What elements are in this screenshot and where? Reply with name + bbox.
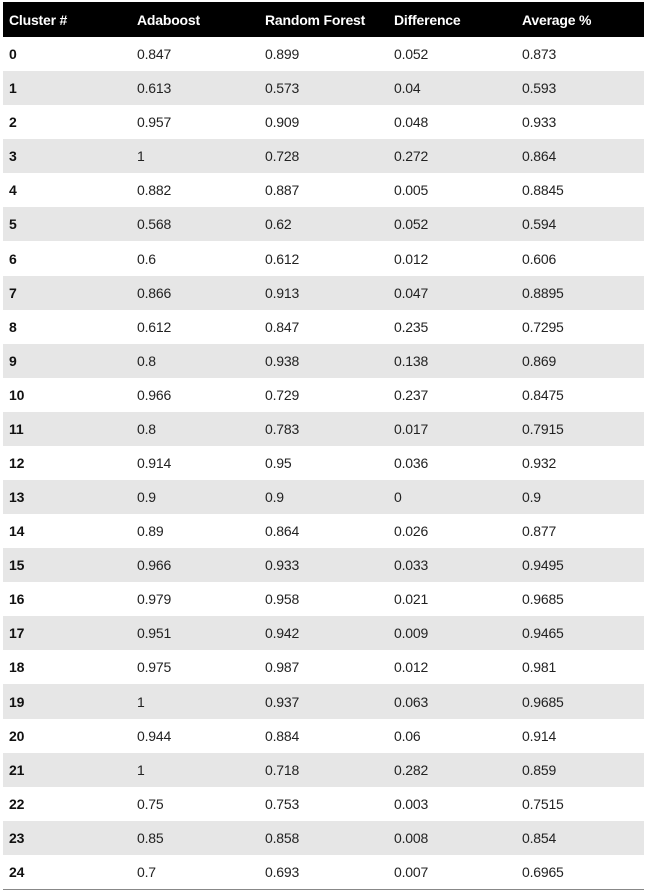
header-average: Average % (522, 11, 592, 28)
cell-cluster: 6 (9, 250, 17, 267)
table-row (3, 105, 644, 139)
table-row (3, 446, 644, 480)
cell-difference: 0.012 (394, 659, 429, 676)
cell-difference: 0.052 (394, 216, 429, 233)
cell-cluster: 20 (9, 727, 25, 744)
cell-average: 0.9465 (522, 625, 564, 642)
cell-random-forest: 0.909 (265, 114, 300, 131)
cell-random-forest: 0.858 (265, 829, 300, 846)
cell-random-forest: 0.729 (265, 386, 300, 403)
cell-cluster: 17 (9, 625, 25, 642)
cell-random-forest: 0.728 (265, 148, 300, 165)
cell-difference: 0 (394, 489, 402, 506)
cell-difference: 0.021 (394, 591, 429, 608)
bottom-rule (3, 889, 644, 890)
cell-random-forest: 0.573 (265, 80, 300, 97)
cell-average: 0.7915 (522, 420, 564, 437)
cell-random-forest: 0.884 (265, 727, 300, 744)
cell-cluster: 21 (9, 761, 25, 778)
table-row (3, 548, 644, 582)
cell-adaboost: 1 (137, 761, 145, 778)
cell-random-forest: 0.899 (265, 46, 300, 63)
cell-cluster: 24 (9, 863, 25, 880)
cell-random-forest: 0.864 (265, 523, 300, 540)
cell-adaboost: 0.8 (137, 420, 156, 437)
table-row (3, 412, 644, 446)
table-row (3, 173, 644, 207)
cell-adaboost: 0.847 (137, 46, 172, 63)
header-difference: Difference (394, 11, 461, 28)
table-row (3, 37, 644, 71)
cell-cluster: 7 (9, 284, 17, 301)
cell-adaboost: 0.75 (137, 795, 164, 812)
cell-adaboost: 0.9 (137, 489, 156, 506)
cell-adaboost: 0.979 (137, 591, 172, 608)
cell-average: 0.877 (522, 523, 557, 540)
cell-adaboost: 0.85 (137, 829, 164, 846)
table-row (3, 684, 644, 718)
cell-average: 0.873 (522, 46, 557, 63)
cell-cluster: 16 (9, 591, 25, 608)
cell-difference: 0.063 (394, 693, 429, 710)
cell-difference: 0.012 (394, 250, 429, 267)
header-adaboost: Adaboost (137, 11, 200, 28)
cell-adaboost: 0.914 (137, 454, 172, 471)
cell-average: 0.8475 (522, 386, 564, 403)
cell-adaboost: 0.568 (137, 216, 172, 233)
cell-random-forest: 0.693 (265, 863, 300, 880)
table-row (3, 480, 644, 514)
cell-cluster: 15 (9, 557, 25, 574)
cell-difference: 0.026 (394, 523, 429, 540)
table-row (3, 514, 644, 548)
header-row (3, 2, 644, 37)
cell-average: 0.9495 (522, 557, 564, 574)
cell-cluster: 1 (9, 80, 17, 97)
cell-average: 0.9685 (522, 693, 564, 710)
cell-average: 0.9 (522, 489, 541, 506)
table-row (3, 241, 644, 275)
cell-average: 0.9685 (522, 591, 564, 608)
cell-adaboost: 0.882 (137, 182, 172, 199)
cell-random-forest: 0.783 (265, 420, 300, 437)
cell-cluster: 12 (9, 454, 25, 471)
table-row (3, 650, 644, 684)
cell-adaboost: 0.966 (137, 557, 172, 574)
cell-random-forest: 0.847 (265, 318, 300, 335)
table-row (3, 616, 644, 650)
cell-adaboost: 0.975 (137, 659, 172, 676)
cell-cluster: 5 (9, 216, 17, 233)
cell-average: 0.594 (522, 216, 557, 233)
cell-cluster: 22 (9, 795, 25, 812)
cell-difference: 0.047 (394, 284, 429, 301)
cell-cluster: 14 (9, 523, 25, 540)
cell-cluster: 4 (9, 182, 17, 199)
table-row (3, 344, 644, 378)
table-row (3, 753, 644, 787)
cell-average: 0.606 (522, 250, 557, 267)
cell-difference: 0.036 (394, 454, 429, 471)
cell-difference: 0.237 (394, 386, 429, 403)
table-row (3, 310, 644, 344)
cell-adaboost: 0.951 (137, 625, 172, 642)
cell-random-forest: 0.612 (265, 250, 300, 267)
cell-cluster: 0 (9, 46, 17, 63)
cell-adaboost: 1 (137, 148, 145, 165)
header-cluster: Cluster # (9, 11, 68, 28)
table-row (3, 582, 644, 616)
cell-average: 0.8845 (522, 182, 564, 199)
cell-difference: 0.272 (394, 148, 429, 165)
cell-cluster: 11 (9, 420, 24, 437)
cell-adaboost: 0.944 (137, 727, 172, 744)
results-table (3, 2, 644, 889)
cell-average: 0.869 (522, 352, 557, 369)
table-row (3, 787, 644, 821)
cell-random-forest: 0.9 (265, 489, 284, 506)
cell-adaboost: 0.89 (137, 523, 164, 540)
cell-cluster: 10 (9, 386, 25, 403)
table-row (3, 821, 644, 855)
cell-average: 0.8895 (522, 284, 564, 301)
cell-cluster: 13 (9, 489, 25, 506)
cell-random-forest: 0.987 (265, 659, 300, 676)
cell-difference: 0.033 (394, 557, 429, 574)
cell-average: 0.864 (522, 148, 557, 165)
cell-difference: 0.017 (394, 420, 429, 437)
cell-adaboost: 0.8 (137, 352, 156, 369)
cell-random-forest: 0.913 (265, 284, 300, 301)
cell-difference: 0.052 (394, 46, 429, 63)
cell-difference: 0.04 (394, 80, 421, 97)
table-row (3, 855, 644, 889)
cell-difference: 0.008 (394, 829, 429, 846)
cell-average: 0.854 (522, 829, 557, 846)
cell-difference: 0.009 (394, 625, 429, 642)
cell-adaboost: 0.612 (137, 318, 172, 335)
cell-difference: 0.003 (394, 795, 429, 812)
cell-random-forest: 0.938 (265, 352, 300, 369)
cell-random-forest: 0.937 (265, 693, 300, 710)
cell-cluster: 18 (9, 659, 25, 676)
table-row (3, 71, 644, 105)
cell-difference: 0.235 (394, 318, 429, 335)
table-row (3, 378, 644, 412)
cell-adaboost: 0.866 (137, 284, 172, 301)
cell-difference: 0.048 (394, 114, 429, 131)
cell-average: 0.981 (522, 659, 557, 676)
cell-adaboost: 0.957 (137, 114, 172, 131)
cell-random-forest: 0.958 (265, 591, 300, 608)
cell-average: 0.7295 (522, 318, 564, 335)
header-random-forest: Random Forest (265, 11, 366, 28)
table-row (3, 719, 644, 753)
cell-random-forest: 0.933 (265, 557, 300, 574)
table-row (3, 207, 644, 241)
table-row (3, 276, 644, 310)
results-table-container (3, 2, 644, 890)
cell-random-forest: 0.887 (265, 182, 300, 199)
cell-difference: 0.282 (394, 761, 429, 778)
cell-cluster: 23 (9, 829, 25, 846)
cell-average: 0.932 (522, 454, 557, 471)
cell-average: 0.914 (522, 727, 557, 744)
cell-random-forest: 0.62 (265, 216, 292, 233)
cell-difference: 0.138 (394, 352, 429, 369)
cell-average: 0.933 (522, 114, 557, 131)
cell-cluster: 9 (9, 352, 17, 369)
cell-adaboost: 0.966 (137, 386, 172, 403)
cell-cluster: 3 (9, 148, 17, 165)
cell-adaboost: 0.613 (137, 80, 172, 97)
cell-random-forest: 0.95 (265, 454, 292, 471)
cell-difference: 0.005 (394, 182, 429, 199)
cell-adaboost: 1 (137, 693, 145, 710)
cell-cluster: 8 (9, 318, 17, 335)
table-row (3, 139, 644, 173)
cell-cluster: 19 (9, 693, 25, 710)
cell-difference: 0.06 (394, 727, 421, 744)
cell-difference: 0.007 (394, 863, 429, 880)
cell-average: 0.6965 (522, 863, 564, 880)
cell-random-forest: 0.718 (265, 761, 300, 778)
cell-average: 0.593 (522, 80, 557, 97)
cell-adaboost: 0.6 (137, 250, 156, 267)
cell-adaboost: 0.7 (137, 863, 156, 880)
cell-cluster: 2 (9, 114, 17, 131)
table-header (3, 2, 644, 37)
cell-random-forest: 0.753 (265, 795, 300, 812)
cell-average: 0.859 (522, 761, 557, 778)
cell-random-forest: 0.942 (265, 625, 300, 642)
table-body (3, 37, 644, 889)
cell-average: 0.7515 (522, 795, 564, 812)
